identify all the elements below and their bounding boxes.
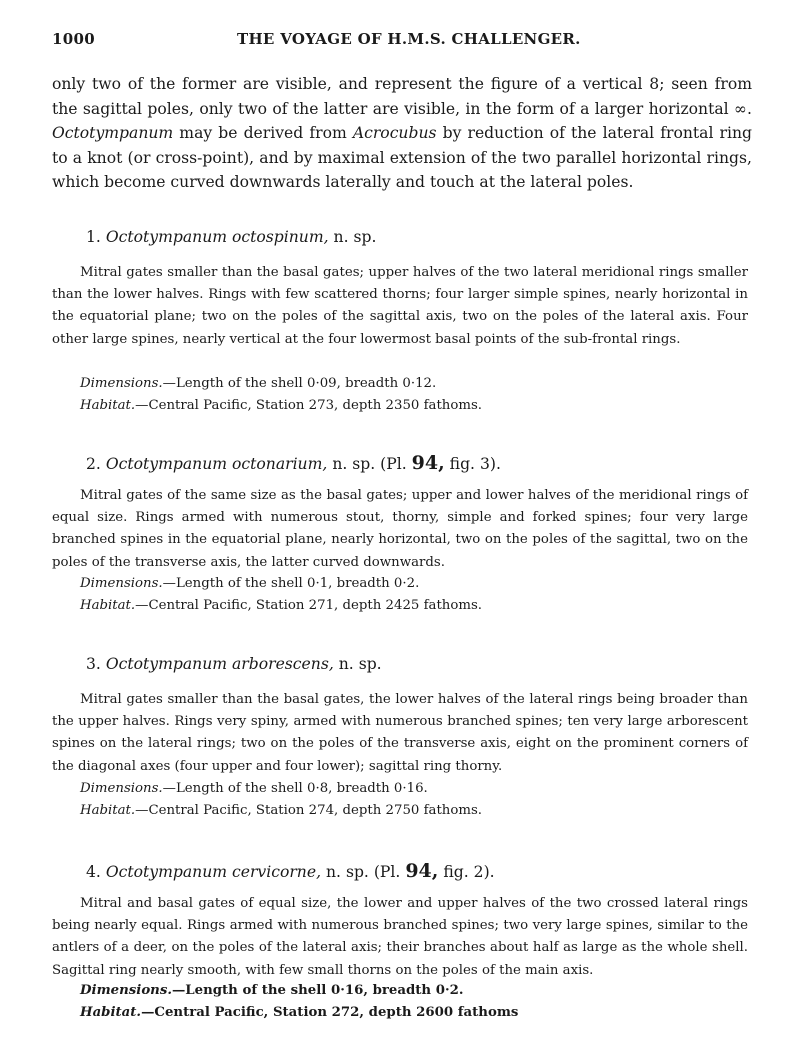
species-title: 4. Octotympanum cervicorne, n. sp. (Pl. 94, fig. 2). [86,860,495,882]
species-title: 2. Octotympanum octonarium, n. sp. (Pl. 94, fig. 3). [86,452,501,474]
species-name: Octotympanum cervicorne, [105,863,322,881]
page-header [52,30,752,52]
species-name: Octotympanum arborescens, [105,655,334,673]
genus-name: Octotympanum [52,124,174,142]
intro-line: Octotympanum may be derived from Acrocubus by reduction of the lateral frontal ring [52,124,752,142]
species-description: Mitral gates of the same size as the basal gates; upper and lower halves of the meridional rings of equal size. Rings armed with numerous stout, thorny, simple and forked spines; four very large branched spines in the equatorial plane, nearly horizontal, two on the poles of the sagittal, two on the poles of the transverse axis, the latter curved downwards. [52,488,748,570]
intro-line: to a knot (or cross-point), and by maximal extension of the two parallel horizontal rings, [52,148,752,167]
intro-line: which become curved downwards laterally and touch at the lateral poles. [52,173,634,191]
species-name: Octotympanum octonarium, [105,455,328,473]
page-number: 1000 [52,30,95,48]
intro-paragraph [52,72,752,195]
habitat-line: Habitat.—Central Pacific, Station 274, depth 2750 fathoms. [80,803,483,818]
habitat-line: Habitat.—Central Pacific, Station 273, depth 2350 fathoms. [80,398,483,413]
habitat-line: Habitat.—Central Pacific, Station 271, depth 2425 fathoms. [80,598,483,613]
dimensions-line: Dimensions.—Length of the shell 0·8, breadth 0·16. [80,781,428,796]
intro-line: only two of the former are visible, and represent the figure of a vertical 8; seen from [52,75,752,93]
running-head: THE VOYAGE OF H.M.S. CHALLENGER. [237,30,581,48]
dimensions-line: Dimensions.—Length of the shell 0·1, breadth 0·2. [80,576,420,591]
plate-number: 94, [405,860,439,882]
species-title: 1. Octotympanum octospinum, n. sp. [86,228,377,246]
species-name: Octotympanum octospinum, [105,228,329,246]
plate-number: 94, [411,452,445,474]
intro-line: the sagittal poles, only two of the latter are visible, in the form of a larger horizontal ∞. [52,99,752,118]
habitat-line: Habitat.—Central Pacific, Station 272, depth 2600 fathoms [80,1005,519,1020]
dimensions-line: Dimensions.—Length of the shell 0·16, breadth 0·2. [80,983,464,998]
species-description: Mitral gates smaller than the basal gates, the lower halves of the lateral rings being broader than the upper halves. Rings very spiny, armed with numerous branched spines; ten very large arborescent spines on the lateral rings; two on the poles of the transverse axis, eight on the prominent corners of the diagonal axes (four upper and four lower); sagittal ring thorny. [52,692,748,774]
genus-name: Acrocubus [352,124,437,142]
species-title: 3. Octotympanum arborescens, n. sp. [86,655,382,673]
dimensions-line: Dimensions.—Length of the shell 0·09, breadth 0·12. [80,376,437,391]
species-description: Mitral gates smaller than the basal gates; upper halves of the two lateral meridional rings smaller than the lower halves. Rings with few scattered thorns; four larger simple spines, nearly horizontal in the equatorial plane; two on the poles of the sagittal axis, two on the poles of the lateral axis. Four other large spines, nearly vertical at the four lowermost basal points of the sub-frontal rings. [52,265,748,347]
species-description: Mitral and basal gates of equal size, the lower and upper halves of the two crossed lateral rings being nearly equal. Rings armed with numerous branched spines; two very large spines, similar to the antlers of a deer, on the poles of the lateral axis; their branches about half as large as the whole shell. Sagittal ring nearly smooth, with few small thorns on the poles of the main axis. [52,896,748,978]
